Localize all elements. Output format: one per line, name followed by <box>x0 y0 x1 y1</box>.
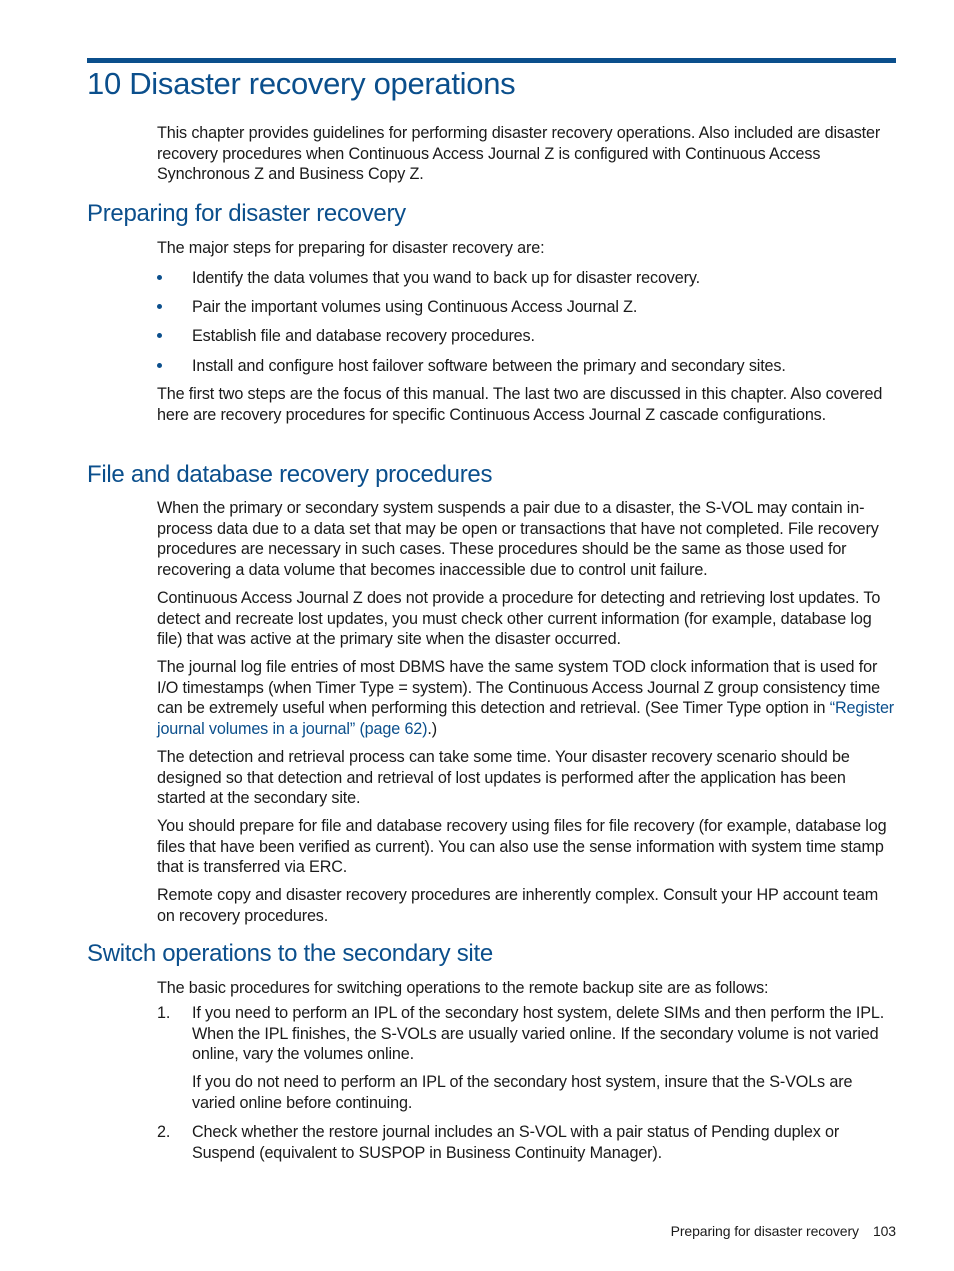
file-db-paragraph-5: You should prepare for file and database recovery using files for file recovery (for example, database log files that have been verified as current). You can also use the sense information with system time stamp that is transferred via ERC. <box>157 817 887 877</box>
list-item-text: Install and configure host failover software between the primary and secondary sites. <box>192 357 786 375</box>
chapter-top-rule <box>87 58 896 63</box>
bullet-dot-icon <box>157 333 162 338</box>
bullet-dot-icon <box>157 275 162 280</box>
file-db-paragraph-2: Continuous Access Journal Z does not provide a procedure for detecting and retrieving lost updates. To detect and recreate lost updates, you must check other current information (for example, database log file) that was active at the primary site when the disaster occurred. <box>157 589 881 649</box>
bullet-dot-icon <box>157 363 162 368</box>
paragraph-text: .) <box>427 720 437 739</box>
list-item-text: Identify the data volumes that you wand to back up for disaster recovery. <box>192 269 700 287</box>
preparing-lead: The major steps for preparing for disaster recovery are: <box>157 239 545 257</box>
page-footer <box>671 1223 896 1239</box>
preparing-closing: The first two steps are the focus of this manual. The last two are discussed in this chapter. Also covered here are recovery procedures for specific Continuous Access Journal Z cascade configurations. <box>157 385 883 424</box>
heading-file-db: File and database recovery procedures <box>87 461 493 488</box>
footer-running-title: Preparing for disaster recovery <box>670 1223 859 1239</box>
switch-lead: The basic procedures for switching operations to the remote backup site are as follows: <box>157 979 769 997</box>
chapter-title: 10 Disaster recovery operations <box>87 66 516 101</box>
heading-preparing: Preparing for disaster recovery <box>87 200 406 227</box>
page-number: 103 <box>872 1223 896 1239</box>
file-db-paragraph-6: Remote copy and disaster recovery procedures are inherently complex. Consult your HP account team on recovery procedures. <box>157 886 879 925</box>
step-number: 2. <box>157 1123 171 1141</box>
file-db-paragraph-3 <box>157 657 897 740</box>
bullet-dot-icon <box>157 304 162 309</box>
step-text: If you need to perform an IPL of the secondary host system, delete SIMs and then perform the IPL. When the IPL finishes, the S-VOLs are usually varied online. If the secondary volume is not varied online, vary the volumes online. <box>192 1004 885 1064</box>
step-number: 1. <box>157 1004 171 1022</box>
list-item-text: Establish file and database recovery procedures. <box>192 327 535 345</box>
heading-switch: Switch operations to the secondary site <box>87 940 493 967</box>
file-db-paragraph-4: The detection and retrieval process can take some time. Your disaster recovery scenario should be designed so that detection and retrieval of lost updates is performed after the application has been started at the secondary site. <box>157 748 850 808</box>
step-sub-paragraph: If you do not need to perform an IPL of the secondary host system, insure that the S-VOLs are varied online before continuing. <box>192 1073 853 1112</box>
register-journal-link[interactable]: “Register journal volumes in a journal” (page 62) <box>157 699 895 739</box>
chapter-intro: This chapter provides guidelines for performing disaster recovery operations. Also included are disaster recovery procedures when Continuous Access Journal Z is configured with Continuous Access Synchronous Z and Business Copy Z. <box>157 124 881 184</box>
paragraph-text: The journal log file entries of most DBMS have the same system TOD clock information that is used for I/O timestamps (when Timer Type = system). The Continuous Access Journal Z group consistency time can be extremely useful when performing this detection and retrieval. (See Timer Type option in <box>157 658 881 718</box>
step-text: Check whether the restore journal includes an S-VOL with a pair status of Pending duplex or Suspend (equivalent to SUSPOP in Business Continuity Manager). <box>192 1123 840 1162</box>
file-db-paragraph-1: When the primary or secondary system suspends a pair due to a disaster, the S-VOL may contain in-process data due to a data set that may be open or transactions that have not completed. File recovery procedures are necessary in such cases. These procedures should be the same as those used for recovering a data volume that becomes inaccessible due to control unit failure. <box>157 499 879 580</box>
list-item-text: Pair the important volumes using Continuous Access Journal Z. <box>192 298 638 316</box>
